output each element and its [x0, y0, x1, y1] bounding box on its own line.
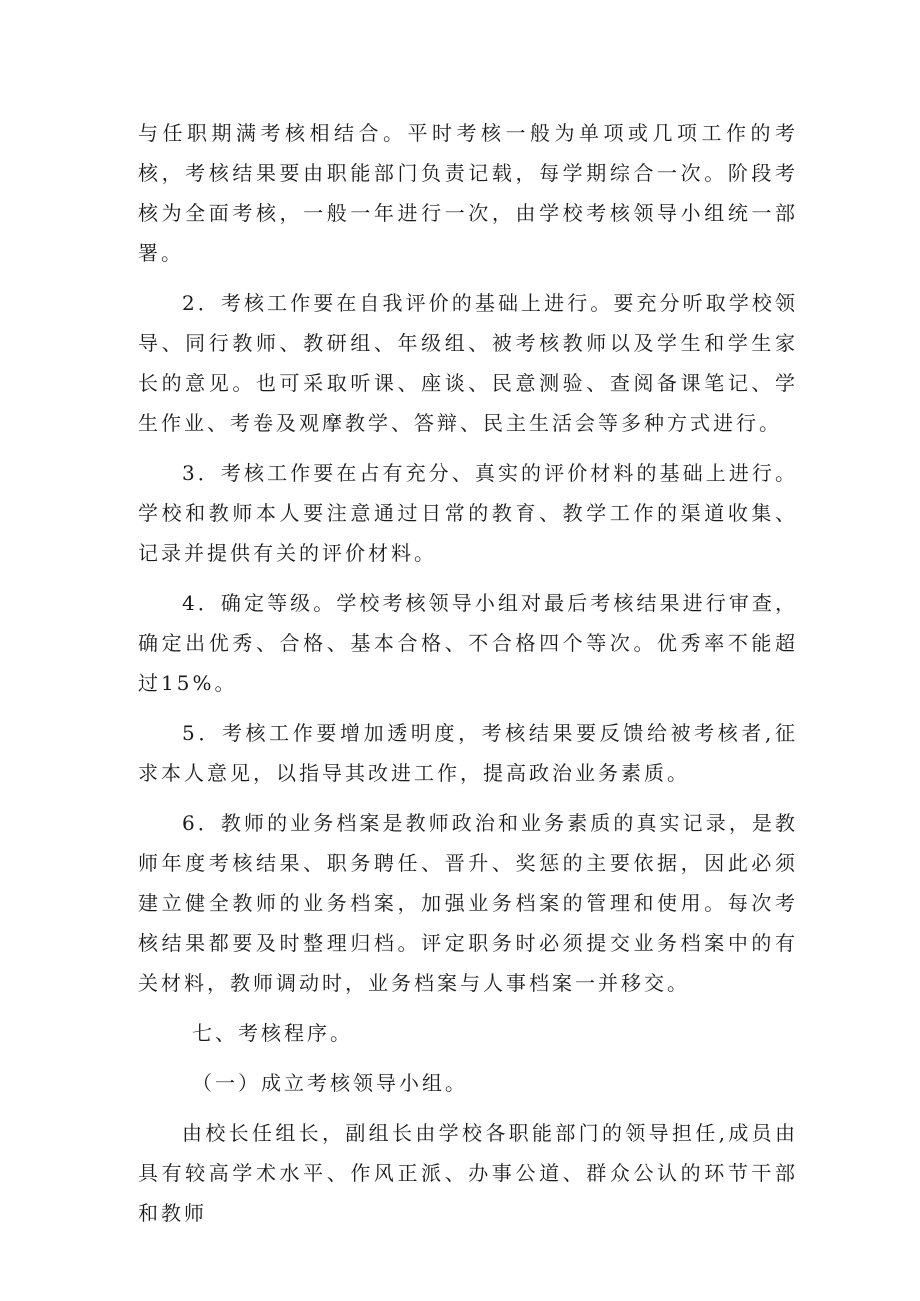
subsection-heading-one: （一）成立考核领导小组。 — [192, 1071, 468, 1095]
paragraph-item-3: 3．考核工作要在占有充分、真实的评价材料的基础上进行。学校和教师本人要注意通过日常的教育、教学工作的渠道收集、记录并提供有关的评价材料。 — [138, 461, 798, 565]
paragraph-leadership-group: 由校长任组长，副组长由学校各职能部门的领导担任,成员由具有较高学术水平、作风正派、办事公道、群众公认的环节干部和教师 — [138, 1121, 798, 1225]
paragraph-item-5: 5．考核工作要增加透明度，考核结果要反馈给被考核者,征求本人意见，以指导其改进工作，提高政治业务素质。 — [138, 721, 798, 785]
paragraph-item-4: 4．确定等级。学校考核领导小组对最后考核结果进行审查，确定出优秀、合格、基本合格、不合格四个等次。优秀率不能超过15%。 — [138, 591, 798, 695]
section-heading-seven: 七、考核程序。 — [192, 1021, 353, 1045]
paragraph-continuation: 与任职期满考核相结合。平时考核一般为单项或几项工作的考核，考核结果要由职能部门负责记载，每学期综合一次。阶段考核为全面考核，一般一年进行一次，由学校考核领导小组统一部署。 — [138, 121, 798, 265]
paragraph-item-2: 2．考核工作要在自我评价的基础上进行。要充分听取学校领导、同行教师、教研组、年级组、被考核教师以及学生和学生家长的意见。也可采取听课、座谈、民意测验、查阅备课笔记、学生作业、考卷及观摩教学、答辩、民主生活会等多种方式进行。 — [138, 291, 798, 435]
document-body — [138, 113, 798, 1243]
paragraph-item-6: 6．教师的业务档案是教师政治和业务素质的真实记录，是教师年度考核结果、职务聘任、晋升、奖惩的主要依据，因此必须建立健全教师的业务档案，加强业务档案的管理和使用。每次考核结果都要及时整理归档。评定职务时必须提交业务档案中的有关材料，教师调动时，业务档案与人事档案一并移交。 — [138, 811, 798, 995]
